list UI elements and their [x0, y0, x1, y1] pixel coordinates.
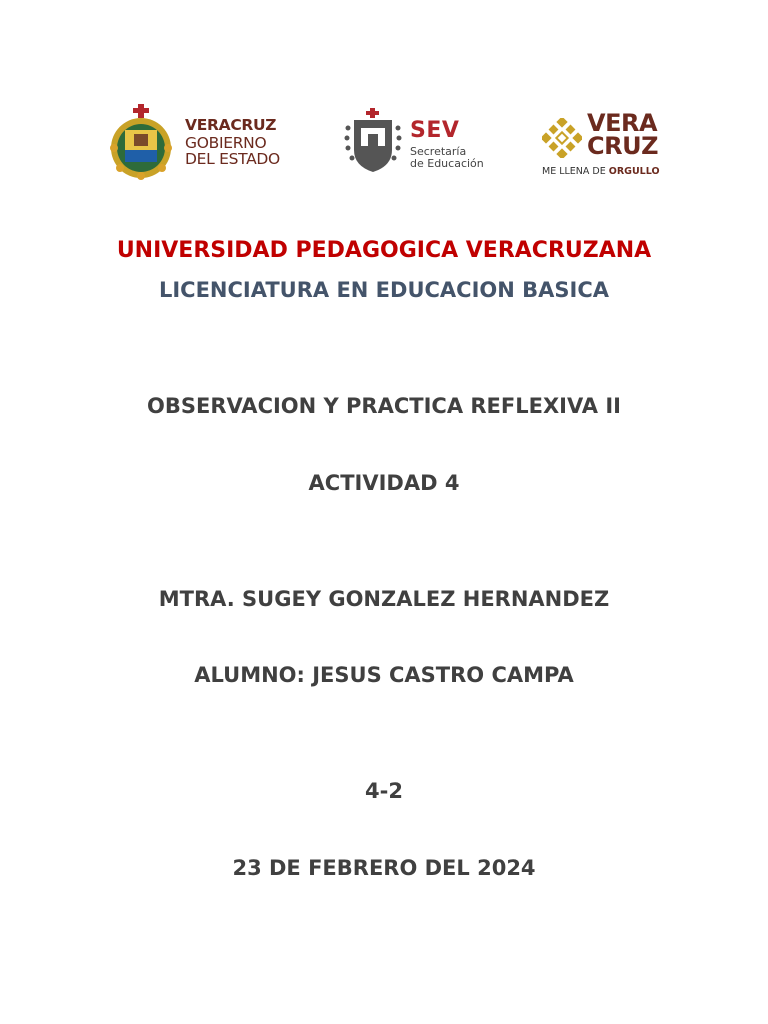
- logo-veracruz-brand: [540, 104, 670, 180]
- brand-tagline: [542, 166, 660, 177]
- sev-shield-icon: [344, 108, 402, 174]
- brand-line-2: CRUZ: [587, 132, 658, 160]
- university-title: UNIVERSIDAD PEDAGOGICA VERACRUZANA: [116, 238, 652, 263]
- group-number: 4-2: [365, 779, 403, 803]
- knot-pattern-icon: [542, 118, 582, 158]
- sev-line-2: Secretaría: [410, 145, 467, 158]
- document-date: 23 DE FEBRERO DEL 2024: [232, 856, 536, 880]
- veracruz-coat-of-arms-icon: [108, 104, 174, 180]
- gobierno-line-3: DEL ESTADO: [185, 150, 280, 168]
- activity-label: ACTIVIDAD 4: [308, 471, 460, 495]
- header-logos: [0, 0, 768, 200]
- gobierno-line-2: GOBIERNO: [185, 134, 267, 152]
- sev-acronym: SEV: [410, 118, 460, 143]
- logo-gobierno-veracruz: [108, 104, 308, 180]
- degree-title: LICENCIATURA EN EDUCACION BASICA: [158, 278, 610, 302]
- course-name: OBSERVACION Y PRACTICA REFLEXIVA II: [146, 394, 621, 418]
- brand-tagline-prefix: ME LLENA DE: [542, 166, 609, 177]
- logo-sev: [344, 104, 504, 180]
- teacher-name: MTRA. SUGEY GONZALEZ HERNANDEZ: [158, 587, 610, 611]
- brand-line-1: VERA: [587, 109, 658, 137]
- gobierno-line-1: VERACRUZ: [185, 116, 277, 134]
- brand-tagline-bold: ORGULLO: [608, 166, 660, 177]
- student-name: ALUMNO: JESUS CASTRO CAMPA: [194, 663, 574, 687]
- sev-line-3: de Educación: [410, 157, 484, 170]
